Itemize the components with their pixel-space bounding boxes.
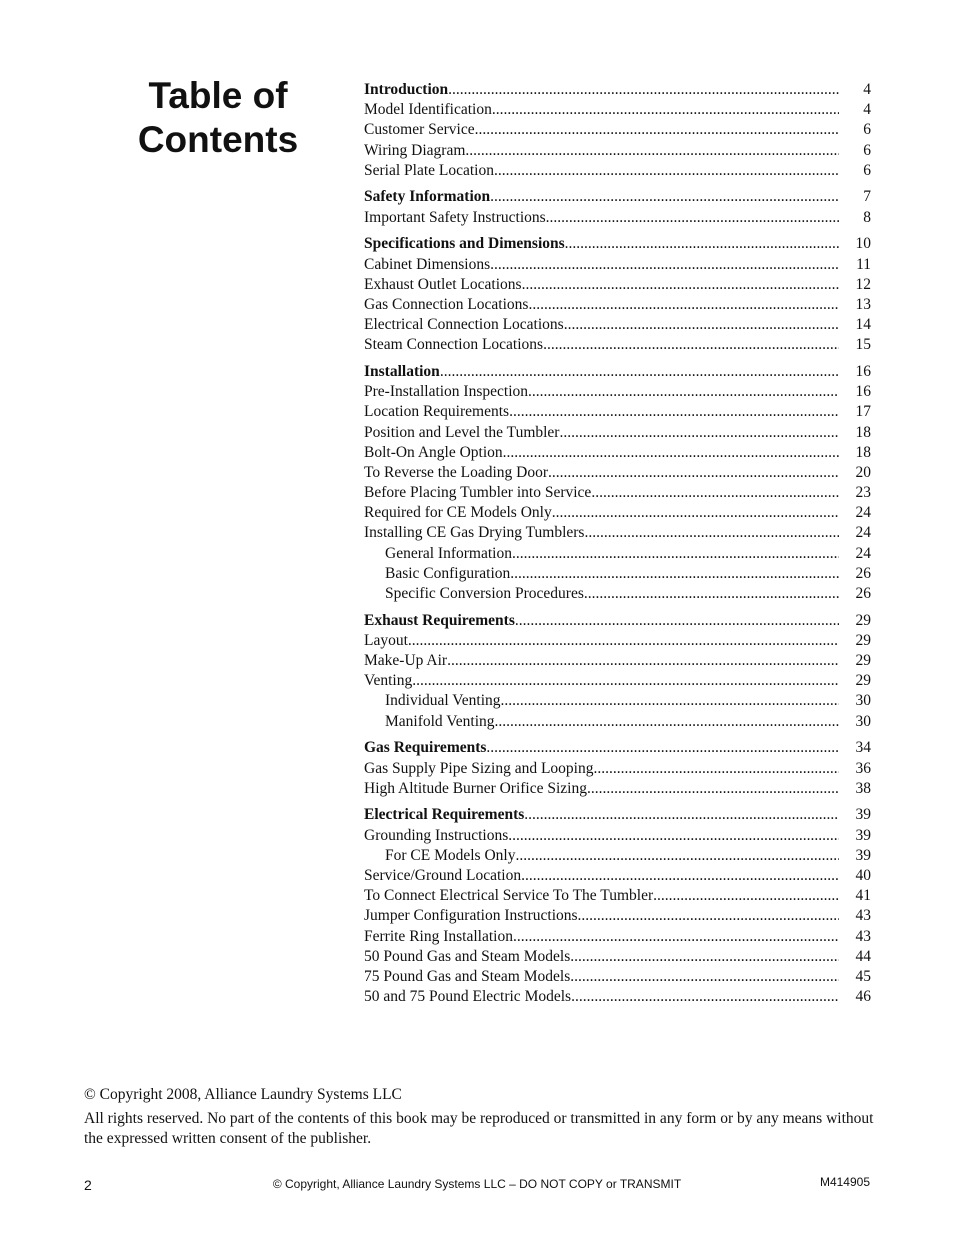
toc-entry-label: Installation (364, 362, 440, 380)
dot-leader (492, 100, 839, 120)
dot-leader (552, 503, 839, 523)
toc-entry-page: 26 (855, 564, 871, 582)
toc-entry-label: Basic Configuration (385, 564, 511, 582)
dot-leader (490, 255, 839, 275)
dot-leader (448, 80, 839, 100)
toc-entry-label: Make-Up Air (364, 652, 448, 670)
toc-entry[interactable] (364, 886, 871, 906)
toc-entry-page: 43 (855, 927, 871, 945)
toc-entry-label: Installing CE Gas Drying Tumblers (364, 524, 585, 542)
dot-leader (548, 463, 839, 483)
toc-entry-page: 24 (855, 544, 871, 562)
toc-entry-page: 6 (863, 141, 871, 159)
dot-leader (546, 208, 839, 228)
toc-entry-label: Gas Supply Pipe Sizing and Looping (364, 759, 594, 777)
toc-entry-label: Steam Connection Locations (364, 336, 544, 354)
toc-entry-label: Required for CE Models Only (364, 504, 552, 522)
toc-entry-label: Exhaust Requirements (364, 611, 515, 629)
toc-entry[interactable] (364, 631, 871, 651)
toc-entry-page: 7 (863, 188, 871, 206)
toc-entry-page: 14 (855, 316, 871, 334)
toc-entry-page: 15 (855, 336, 871, 354)
table-of-contents (364, 80, 871, 1014)
toc-subentry[interactable] (364, 544, 871, 564)
toc-entry-label: Service/Ground Location (364, 866, 522, 884)
toc-entry-page: 16 (855, 383, 871, 401)
toc-entry[interactable] (364, 402, 871, 422)
toc-section-heading[interactable] (364, 80, 871, 100)
dot-leader (570, 947, 839, 967)
toc-entry-label: For CE Models Only (385, 846, 516, 864)
dot-leader (584, 584, 839, 604)
dot-leader (564, 315, 839, 335)
dot-leader (490, 187, 839, 207)
toc-entry[interactable] (364, 483, 871, 503)
dot-leader (494, 161, 839, 181)
rights-statement: All rights reserved. No part of the contents of this book may be reproduced or transmitted in any form or by any means without the expressed written consent of the publisher. (84, 1110, 874, 1147)
toc-entry-label: Bolt-On Angle Option (364, 443, 503, 461)
toc-entry[interactable] (364, 443, 871, 463)
toc-entry-page: 41 (855, 887, 871, 905)
toc-entry-page: 23 (855, 484, 871, 502)
toc-entry-page: 46 (855, 988, 871, 1006)
toc-section-heading[interactable] (364, 738, 871, 758)
dot-leader (522, 275, 839, 295)
toc-section (364, 611, 871, 732)
title-line-1: Table of (148, 75, 288, 116)
toc-entry-page: 39 (855, 806, 871, 824)
toc-entry-label: Jumper Configuration Instructions (364, 907, 578, 925)
dot-leader (447, 651, 839, 671)
toc-entry[interactable] (364, 523, 871, 543)
toc-entry-label: Ferrite Ring Installation (364, 927, 513, 945)
document-id: M414905 (819, 1175, 870, 1189)
toc-section (364, 80, 871, 181)
toc-entry-page: 29 (855, 652, 871, 670)
toc-entry-label: Location Requirements (364, 403, 510, 421)
toc-entry-label: Manifold Venting (385, 712, 495, 730)
toc-entry-label: High Altitude Burner Orifice Sizing (364, 779, 587, 797)
dot-leader (578, 906, 839, 926)
dot-leader (412, 671, 839, 691)
page-number: 2 (84, 1177, 92, 1193)
toc-entry-page: 44 (855, 947, 871, 965)
toc-entry[interactable] (364, 208, 871, 228)
toc-entry[interactable] (364, 967, 871, 987)
toc-section-heading[interactable] (364, 362, 871, 382)
dot-leader (570, 967, 839, 987)
toc-entry-page: 30 (855, 692, 871, 710)
toc-entry-page: 4 (863, 101, 871, 119)
dot-leader (508, 826, 839, 846)
toc-entry-label: Safety Information (364, 188, 491, 206)
toc-entry-page: 40 (855, 866, 871, 884)
toc-entry[interactable] (364, 906, 871, 926)
toc-entry[interactable] (364, 100, 871, 120)
dot-leader (501, 691, 839, 711)
toc-entry[interactable] (364, 671, 871, 691)
toc-entry[interactable] (364, 255, 871, 275)
toc-entry-label: General Information (385, 544, 512, 562)
toc-entry[interactable] (364, 779, 871, 799)
dot-leader (565, 234, 839, 254)
toc-subentry[interactable] (364, 691, 871, 711)
toc-entry-page: 11 (856, 255, 871, 273)
toc-entry-label: Model Identification (364, 101, 492, 119)
dot-leader (521, 866, 839, 886)
toc-entry-label: Gas Connection Locations (364, 295, 529, 313)
toc-entry-page: 38 (855, 779, 871, 797)
toc-entry-label: Exhaust Outlet Locations (364, 275, 522, 293)
toc-entry-label: Wiring Diagram (364, 141, 466, 159)
toc-entry-page: 30 (855, 712, 871, 730)
dot-leader (495, 712, 840, 732)
dot-leader (515, 611, 839, 631)
toc-entry-page: 24 (855, 504, 871, 522)
toc-entry-label: Serial Plate Location (364, 161, 494, 179)
toc-section (364, 738, 871, 799)
toc-entry[interactable] (364, 120, 871, 140)
toc-entry[interactable] (364, 987, 871, 1007)
toc-subentry[interactable] (364, 564, 871, 584)
dot-leader (465, 141, 839, 161)
toc-entry-label: 50 Pound Gas and Steam Models (364, 947, 571, 965)
toc-subentry[interactable] (364, 584, 871, 604)
dot-leader (510, 564, 839, 584)
dot-leader (524, 805, 839, 825)
toc-entry-page: 20 (855, 463, 871, 481)
toc-entry-label: 75 Pound Gas and Steam Models (364, 967, 571, 985)
toc-entry[interactable] (364, 382, 871, 402)
toc-entry-page: 43 (855, 907, 871, 925)
toc-entry-label: Specifications and Dimensions (364, 235, 565, 253)
toc-entry[interactable] (364, 295, 871, 315)
dot-leader (591, 483, 839, 503)
toc-entry-page: 18 (855, 443, 871, 461)
toc-entry-label: To Reverse the Loading Door (364, 463, 549, 481)
toc-entry[interactable] (364, 275, 871, 295)
toc-entry-label: Customer Service (364, 121, 475, 139)
toc-section (364, 362, 871, 604)
dot-leader (571, 987, 839, 1007)
toc-entry[interactable] (364, 503, 871, 523)
dot-leader (513, 927, 839, 947)
toc-entry-label: Individual Venting (385, 692, 501, 710)
toc-entry-label: Layout (364, 631, 408, 649)
toc-entry-page: 29 (855, 611, 871, 629)
toc-entry[interactable] (364, 651, 871, 671)
toc-entry-page: 16 (855, 362, 871, 380)
toc-entry[interactable] (364, 335, 871, 355)
toc-entry[interactable] (364, 947, 871, 967)
toc-entry-page: 29 (855, 672, 871, 690)
toc-entry-page: 6 (863, 161, 871, 179)
toc-subentry[interactable] (364, 846, 871, 866)
toc-entry[interactable] (364, 826, 871, 846)
dot-leader (408, 631, 839, 651)
copyright-line: © Copyright 2008, Alliance Laundry Systems LLC (84, 1086, 402, 1103)
dot-leader (559, 423, 839, 443)
toc-entry-page: 26 (855, 585, 871, 602)
toc-entry-page: 12 (855, 275, 871, 293)
toc-entry-label: Grounding Instructions (364, 826, 509, 844)
toc-entry-page: 18 (855, 423, 871, 441)
toc-entry-page: 39 (855, 846, 871, 864)
dot-leader (512, 544, 839, 564)
toc-entry-label: Cabinet Dimensions (364, 255, 491, 273)
toc-entry-label: Position and Level the Tumbler (364, 423, 560, 441)
toc-entry[interactable] (364, 141, 871, 161)
toc-entry-page: 36 (855, 759, 871, 777)
toc-entry[interactable] (364, 866, 871, 886)
dot-leader (509, 402, 839, 422)
toc-entry-label: Before Placing Tumbler into Service (364, 484, 592, 502)
toc-entry-label: Electrical Connection Locations (364, 316, 564, 334)
toc-entry-page: 17 (855, 403, 871, 421)
toc-entry[interactable] (364, 927, 871, 947)
dot-leader (584, 523, 839, 543)
toc-entry-page: 10 (855, 235, 871, 253)
toc-section-heading[interactable] (364, 611, 871, 631)
dot-leader (593, 759, 839, 779)
copyright-notice (84, 1085, 874, 1149)
toc-entry-page: 6 (863, 121, 871, 139)
toc-subentry[interactable] (364, 712, 871, 732)
toc-entry-page: 4 (863, 81, 871, 98)
dot-leader (486, 738, 839, 758)
dot-leader (587, 779, 839, 799)
toc-section-heading[interactable] (364, 805, 871, 825)
toc-section (364, 187, 871, 227)
toc-section-heading[interactable] (364, 234, 871, 254)
toc-entry[interactable] (364, 759, 871, 779)
toc-entry-page: 29 (855, 631, 871, 649)
dot-leader (503, 443, 839, 463)
toc-entry-label: Important Safety Instructions (364, 208, 546, 226)
toc-entry[interactable] (364, 161, 871, 181)
toc-entry-label: Electrical Requirements (364, 806, 525, 824)
toc-entry[interactable] (364, 315, 871, 335)
toc-entry-label: Pre-Installation Inspection (364, 383, 528, 401)
dot-leader (475, 120, 839, 140)
toc-entry-page: 24 (855, 524, 871, 542)
dot-leader (515, 846, 839, 866)
toc-entry-label: 50 and 75 Pound Electric Models (364, 988, 572, 1006)
toc-entry-label: Venting (364, 672, 413, 690)
toc-entry-page: 45 (855, 967, 871, 985)
toc-section (364, 805, 871, 1007)
toc-section (364, 234, 871, 355)
toc-entry-page: 34 (855, 739, 871, 757)
toc-entry-page: 39 (855, 826, 871, 844)
toc-entry[interactable] (364, 463, 871, 483)
dot-leader (653, 886, 839, 906)
toc-entry[interactable] (364, 423, 871, 443)
title-line-2: Contents (137, 119, 299, 160)
page-title (118, 74, 318, 162)
toc-entry-page: 8 (863, 208, 871, 226)
dot-leader (528, 382, 839, 402)
toc-entry-label: Specific Conversion Procedures (385, 585, 584, 602)
toc-entry-page: 13 (855, 295, 871, 313)
dot-leader (440, 362, 839, 382)
toc-entry-label: Gas Requirements (364, 739, 487, 757)
dot-leader (528, 295, 839, 315)
toc-entry-label: Introduction (364, 81, 449, 98)
dot-leader (543, 335, 839, 355)
footer-notice: © Copyright, Alliance Laundry Systems LLC – DO NOT COPY or TRANSMIT (272, 1177, 682, 1191)
toc-section-heading[interactable] (364, 187, 871, 207)
toc-entry-label: To Connect Electrical Service To The Tumbler (364, 887, 654, 905)
